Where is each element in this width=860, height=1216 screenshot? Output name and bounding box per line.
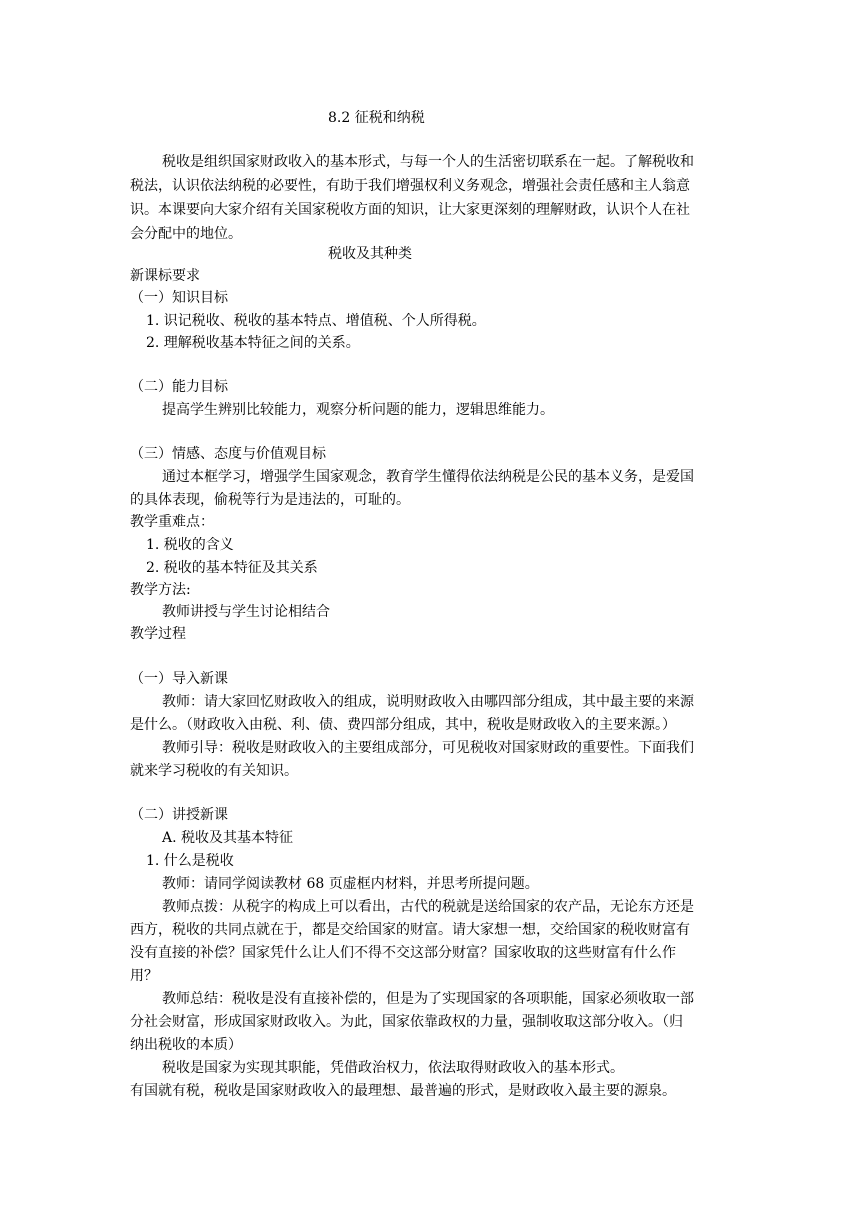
key-point-1: 1. 税收的含义: [146, 537, 234, 553]
lecture-line-6: 教师总结：税收是没有直接补偿的，但是为了实现国家的各项职能，国家必须收取一部: [162, 991, 694, 1007]
lecture-sub-1: 1. 什么是税收: [146, 853, 234, 869]
emotion-heading: （三）情感、态度与价值观目标: [130, 446, 326, 462]
page-title: 8.2 征税和纳税: [328, 110, 425, 126]
lecture-sub-a: A. 税收及其基本特征: [162, 830, 294, 846]
lecture-line-10: 有国就有税，税收是国家财政收入的最理想、最普遍的形式，是财政收入最主要的源泉。: [130, 1083, 676, 1099]
lecture-line-2: 教师点拨：从税字的构成上可以看出，古代的税就是送给国家的农产品，无论东方还是: [162, 899, 694, 915]
knowledge-item-2: 2. 理解税收基本特征之间的关系。: [146, 335, 360, 351]
intro-line-1: 税收是组织国家财政收入的基本形式，与每一个人的生活密切联系在一起。了解税收和: [162, 154, 694, 170]
intro-line-4: 会分配中的地位。: [130, 226, 242, 242]
intro-line-2: 税法，认识依法纳税的必要性，有助于我们增强权利义务观念，增强社会责任感和主人翁意: [130, 178, 690, 194]
method-heading: 教学方法:: [130, 582, 191, 598]
intro-lesson-line-1: 教师：请大家回忆财政收入的组成，说明财政收入由哪四部分组成，其中最主要的来源: [162, 694, 694, 710]
lecture-line-9: 税收是国家为实现其职能，凭借政治权力，依法取得财政收入的基本形式。: [162, 1060, 624, 1076]
process-heading: 教学过程: [130, 626, 186, 642]
ability-text: 提高学生辨别比较能力，观察分析问题的能力，逻辑思维能力。: [162, 402, 554, 418]
section-title: 税收及其种类: [328, 246, 412, 262]
key-points-heading: 教学重难点：: [130, 514, 214, 530]
lecture-line-5: 用？: [130, 968, 158, 984]
intro-line-3: 识。本课要向大家介绍有关国家税收方面的知识，让大家更深刻的理解财政，认识个人在社: [130, 202, 690, 218]
emotion-line-1: 通过本框学习，增强学生国家观念，教育学生懂得依法纳税是公民的基本义务，是爱国: [162, 469, 694, 485]
lecture-line-1: 教师：请同学阅读教材 68 页虚框内材料，并思考所提问题。: [162, 876, 539, 892]
emotion-line-2: 的具体表现，偷税等行为是违法的，可耻的。: [130, 492, 410, 508]
lecture-line-3: 西方，税收的共同点就在于，都是交给国家的财富。请大家想一想，交给国家的税收财富有: [130, 922, 690, 938]
lecture-line-7: 分社会财富，形成国家财政收入。为此，国家依靠政权的力量，强制收取这部分收入。（归: [130, 1014, 683, 1030]
intro-lesson-line-3: 教师引导：税收是财政收入的主要组成部分，可见税收对国家财政的重要性。下面我们: [162, 740, 694, 756]
intro-lesson-heading: （一）导入新课: [130, 671, 228, 687]
ability-heading: （二）能力目标: [130, 379, 228, 395]
standards-heading: 新课标要求: [130, 268, 200, 284]
lecture-heading: （二）讲授新课: [130, 807, 228, 823]
key-point-2: 2. 税收的基本特征及其关系: [146, 560, 318, 576]
lecture-line-8: 纳出税收的本质）: [130, 1037, 242, 1053]
method-text: 教师讲授与学生讨论相结合: [162, 604, 330, 620]
intro-lesson-line-4: 就来学习税收的有关知识。: [130, 763, 298, 779]
knowledge-heading: （一）知识目标: [130, 290, 228, 306]
knowledge-item-1: 1. 识记税收、税收的基本特点、增值税、个人所得税。: [146, 313, 486, 329]
intro-lesson-line-2: 是什么。（财政收入由税、利、债、费四部分组成，其中，税收是财政收入的主要来源。）: [130, 717, 676, 733]
lecture-line-4: 没有直接的补偿？国家凭什么让人们不得不交这部分财富？国家收取的这些财富有什么作: [130, 945, 676, 961]
